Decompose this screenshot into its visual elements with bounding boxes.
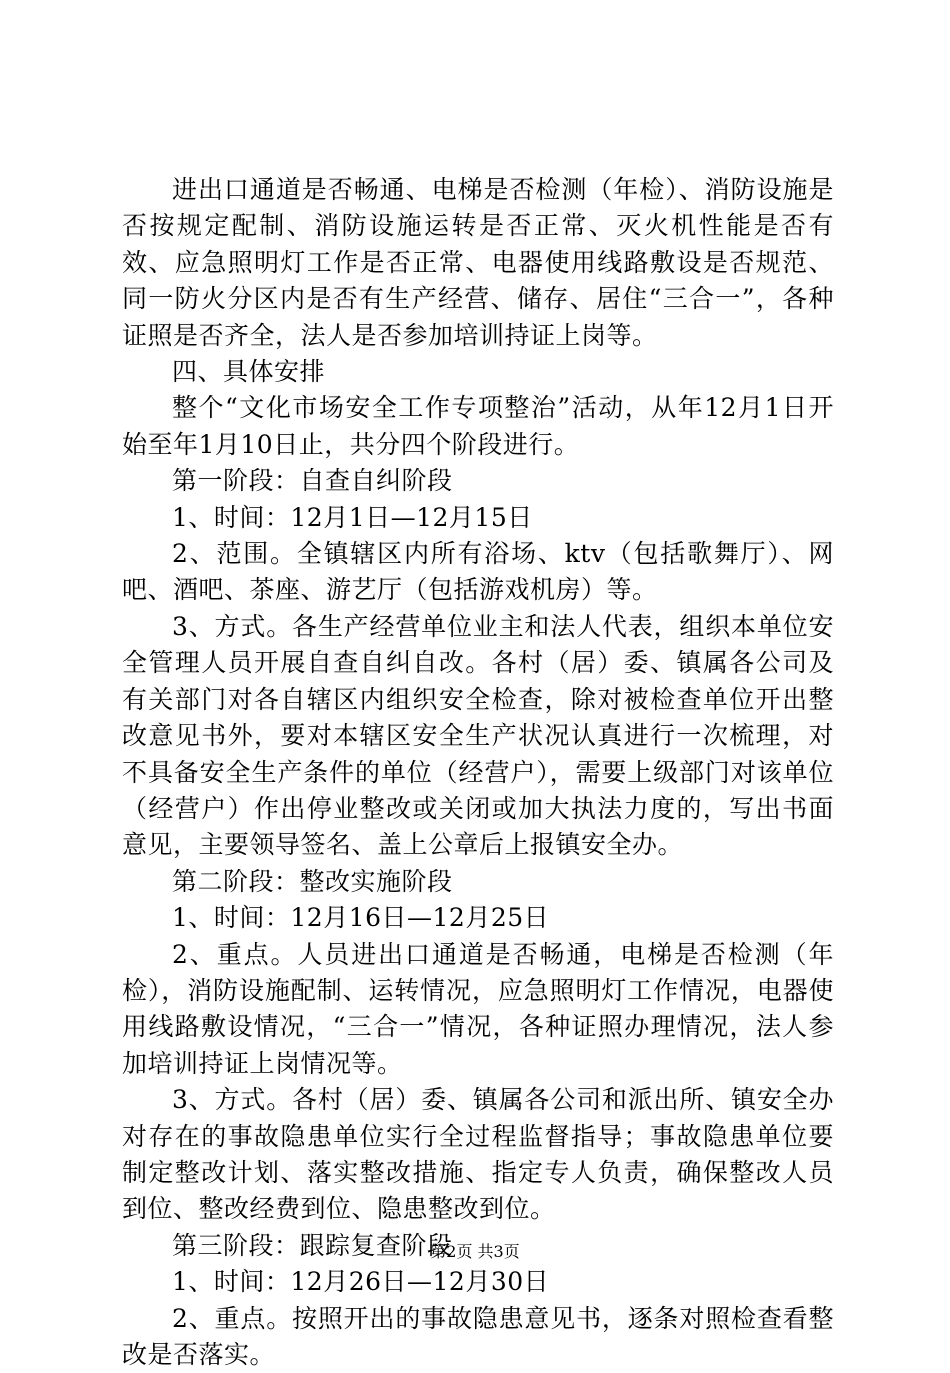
stage-one-scope: 2、范围。全镇辖区内所有浴场、ktv（包括歌舞厅）、网吧、酒吧、茶座、游艺厅（包括游戏机房）等。 xyxy=(122,539,834,605)
stage-one-time: 1、时间：12月1日—12月15日 xyxy=(172,502,533,532)
stage-three-time: 1、时间：12月26日—12月30日 xyxy=(172,1267,550,1297)
section-heading-arrangement: 四、具体安排 xyxy=(172,357,326,387)
stage-one-heading: 第一阶段：自查自纠阶段 xyxy=(172,466,453,496)
paragraph-activity-overview: 整个“文化市场安全工作专项整治”活动，从年12月1日开始至年1月10日止，共分四个阶段进行。 xyxy=(122,393,834,459)
stage-two-focus: 2、重点。人员进出口通道是否畅通，电梯是否检测（年检），消防设施配制、运转情况，应急照明灯工作情况，电器使用线路敷设情况，“三合一”情况，各种证照办理情况，法人参加培训持证上岗情况等。 xyxy=(122,939,834,1078)
stage-two-heading: 第二阶段：整改实施阶段 xyxy=(172,866,453,896)
stage-three-heading: 第三阶段：跟踪复查阶段 xyxy=(172,1230,453,1260)
stage-two-time: 1、时间：12月16日—12月25日 xyxy=(172,903,550,933)
document-body xyxy=(122,172,834,1373)
stage-two-method: 3、方式。各村（居）委、镇属各公司和派出所、镇安全办对存在的事故隐患单位实行全过程监督指导；事故隐患单位要制定整改计划、落实整改措施、指定专人负责，确保整改人员到位、整改经费到位、隐患整改到位。 xyxy=(122,1085,834,1224)
paragraph-inspection-items: 进出口通道是否畅通、电梯是否检测（年检）、消防设施是否按规定配制、消防设施运转是否正常、灭火机性能是否有效、应急照明灯工作是否正常、电器使用线路敷设是否规范、同一防火分区内是否有生产经营、储存、居住“三合一”，各种证照是否齐全，法人是否参加培训持证上岗等。 xyxy=(122,175,834,350)
page-footer: 第2页 共3页 xyxy=(430,1242,520,1261)
stage-one-method: 3、方式。各生产经营单位业主和法人代表，组织本单位安全管理人员开展自查自纠自改。各村（居）委、镇属各公司及有关部门对各自辖区内组织安全检查，除对被检查单位开出整改意见书外，要对本辖区安全生产状况认真进行一次梳理，对不具备安全生产条件的单位（经营户），需要上级部门对该单位（经营户）作出停业整改或关闭或加大执法力度的，写出书面意见，主要领导签名、盖上公章后上报镇安全办。 xyxy=(122,611,834,860)
stage-three-focus: 2、重点。按照开出的事故隐患意见书，逐条对照检查看整改是否落实。 xyxy=(122,1303,834,1369)
